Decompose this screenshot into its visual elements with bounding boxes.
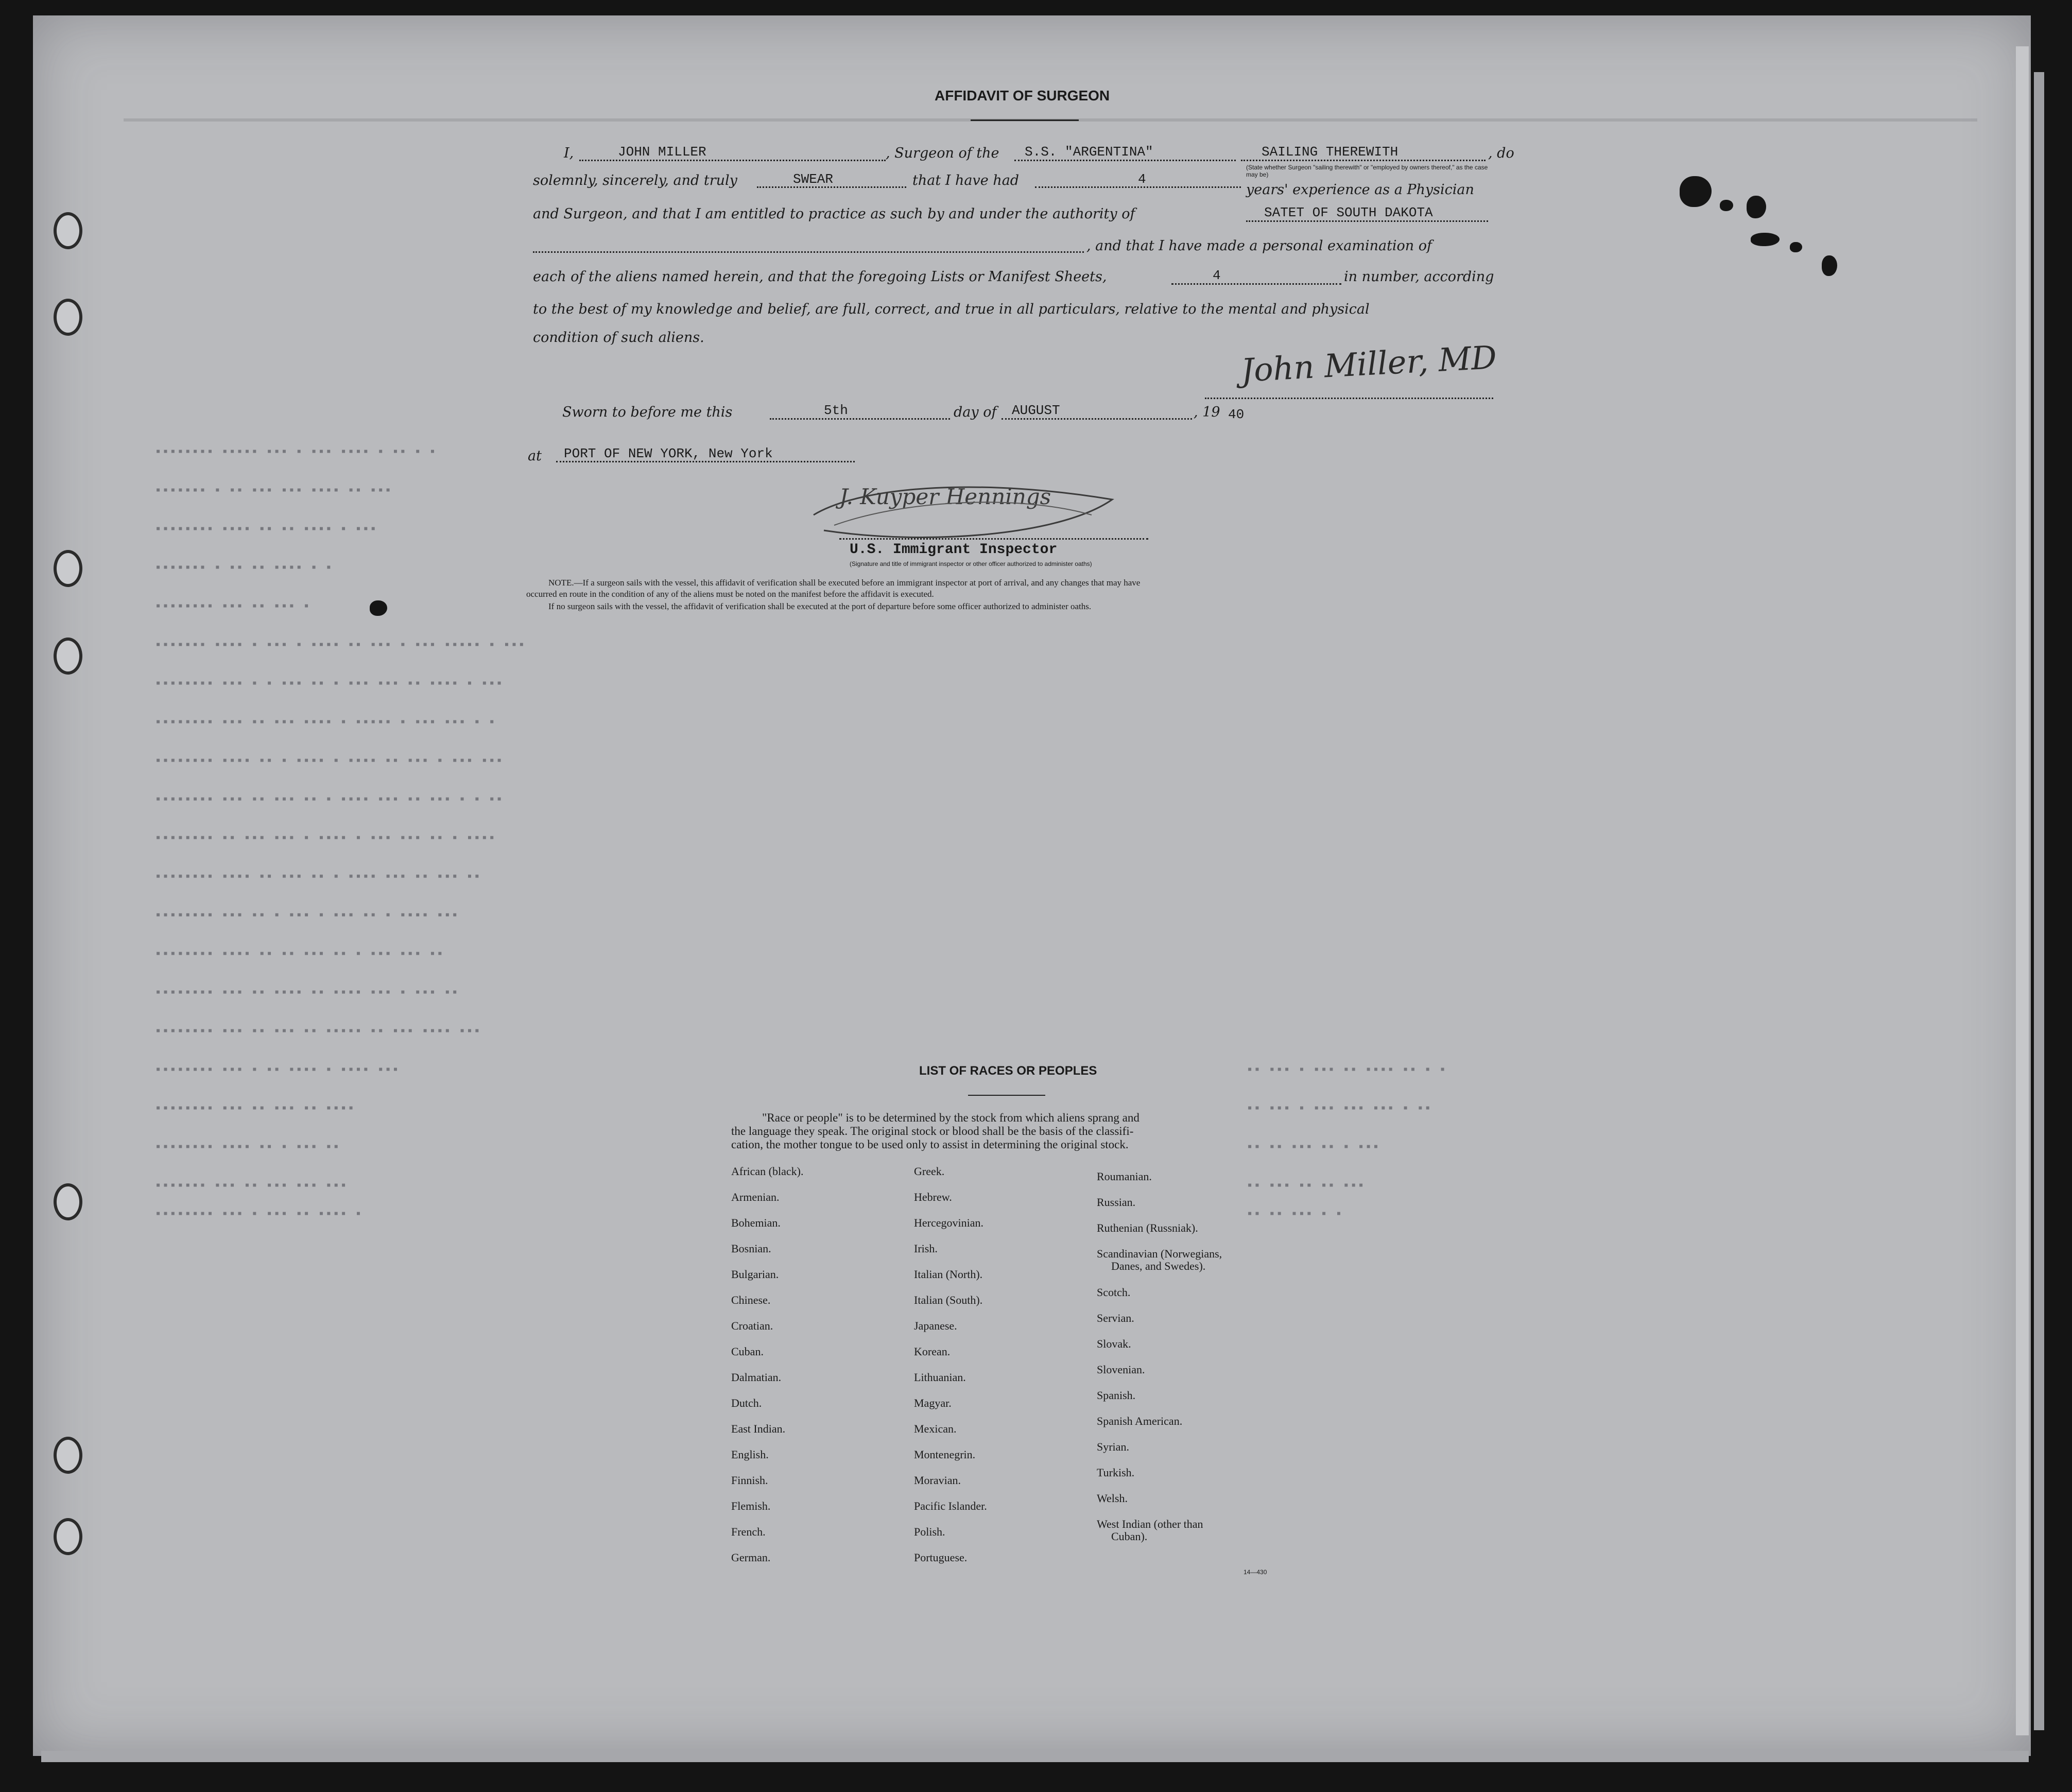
race-item: Flemish. bbox=[731, 1500, 771, 1512]
day-of-text: day of bbox=[954, 404, 997, 420]
do-label: , do bbox=[1488, 145, 1514, 161]
race-item: Danes, and Swedes). bbox=[1111, 1260, 1206, 1272]
race-item: Chinese. bbox=[731, 1294, 771, 1306]
races-intro-line-3: cation, the mother tongue to be used only to assist in determining the original stock. bbox=[731, 1138, 1129, 1151]
race-item: African (black). bbox=[731, 1165, 804, 1178]
manifest-sheets-text: each of the aliens named herein, and that the foregoing Lists or Manifest Sheets, bbox=[533, 269, 1107, 285]
authority-value: SATET OF SOUTH DAKOTA bbox=[1264, 205, 1433, 220]
sworn-day-line bbox=[770, 418, 950, 420]
race-item: Cuban. bbox=[731, 1345, 764, 1358]
race-item: Lithuanian. bbox=[914, 1371, 966, 1384]
note-line-3: If no surgeon sails with the vessel, the affidavit of verification shall be executed at the port of departure before some officer authorized to administer oaths. bbox=[548, 601, 1092, 611]
race-item: Spanish. bbox=[1097, 1389, 1136, 1402]
race-item: Portuguese. bbox=[914, 1551, 968, 1564]
sworn-month-line bbox=[1002, 418, 1192, 420]
oath-word: SWEAR bbox=[793, 171, 834, 187]
race-item: Bohemian. bbox=[731, 1216, 781, 1229]
race-item: Mexican. bbox=[914, 1422, 957, 1435]
belief-text: to the best of my knowledge and belief, are full, correct, and true in all particulars, relative to the mental and physical bbox=[533, 301, 1370, 317]
binder-hole bbox=[54, 1183, 82, 1220]
sheets-count-line bbox=[1171, 283, 1341, 285]
races-intro-line-2: the language they speak. The original stock or blood shall be the basis of the classifi- bbox=[731, 1125, 1134, 1138]
race-item: Italian (North). bbox=[914, 1268, 983, 1281]
sworn-day: 5th bbox=[824, 403, 848, 418]
oath-line-text-a: solemnly, sincerely, and truly bbox=[533, 173, 737, 188]
binder-hole bbox=[54, 212, 82, 249]
title-rule bbox=[971, 119, 1079, 121]
page-stack-bottom bbox=[41, 1751, 2029, 1762]
examination-text: , and that I have made a personal examination of bbox=[1086, 238, 1432, 254]
race-item: Hercegovinian. bbox=[914, 1216, 983, 1229]
in-number-text: in number, according bbox=[1344, 269, 1494, 285]
race-item: Cuban). bbox=[1111, 1530, 1148, 1543]
race-item: Russian. bbox=[1097, 1196, 1136, 1209]
binder-hole bbox=[54, 1518, 82, 1555]
sworn-year: 40 bbox=[1228, 407, 1245, 422]
race-item: Bosnian. bbox=[731, 1242, 771, 1255]
binder-hole bbox=[54, 550, 82, 587]
note-line-2: occurred en route in the condition of any of the aliens must be noted on the manifest before the affidavit is executed. bbox=[526, 589, 934, 599]
inspector-title: U.S. Immigrant Inspector bbox=[850, 542, 1058, 558]
race-item: French. bbox=[731, 1525, 766, 1538]
binder-hole bbox=[54, 637, 82, 675]
race-item: Finnish. bbox=[731, 1474, 768, 1487]
port-value: PORT OF NEW YORK, New York bbox=[564, 446, 773, 461]
race-item: English. bbox=[731, 1448, 769, 1461]
oath-line-text-b: that I have had bbox=[912, 173, 1020, 188]
authority-text: and Surgeon, and that I am entitled to practice as such by and under the authority of bbox=[533, 206, 1135, 222]
race-item: Italian (South). bbox=[914, 1294, 983, 1306]
inspector-line bbox=[839, 538, 1148, 540]
signature-line bbox=[1205, 398, 1493, 399]
note-line-1: NOTE.—If a surgeon sails with the vessel, this affidavit of verification shall be executed before an immigrant inspector at port of arrival, and any changes that may have bbox=[548, 578, 1141, 588]
sheets-count: 4 bbox=[1213, 268, 1221, 283]
race-item: Ruthenian (Russniak). bbox=[1097, 1221, 1198, 1234]
race-item: Irish. bbox=[914, 1242, 938, 1255]
races-list-title: LIST OF RACES OR PEOPLES bbox=[919, 1064, 1097, 1078]
race-item: East Indian. bbox=[731, 1422, 786, 1435]
authority-continuation-line bbox=[533, 251, 1084, 253]
vessel-line bbox=[1014, 160, 1236, 161]
sworn-month: AUGUST bbox=[1012, 403, 1060, 418]
race-item: Scotch. bbox=[1097, 1286, 1131, 1299]
surgeon-of-label: , Surgeon of the bbox=[886, 145, 999, 161]
authority-line bbox=[1246, 220, 1488, 222]
race-item: Spanish American. bbox=[1097, 1415, 1183, 1427]
condition-text: condition of such aliens. bbox=[533, 330, 704, 346]
sailing-status-note: (State whether Surgeon "sailing therewith" or "employed by owners thereof," as the case may be) bbox=[1246, 164, 1488, 178]
at-label: at bbox=[528, 448, 542, 464]
race-item: Magyar. bbox=[914, 1397, 952, 1409]
sailing-status: SAILING THEREWITH bbox=[1262, 144, 1398, 160]
race-item: Dalmatian. bbox=[731, 1371, 782, 1384]
race-item: Polish. bbox=[914, 1525, 945, 1538]
years-value: 4 bbox=[1138, 171, 1146, 187]
race-item: Croatian. bbox=[731, 1319, 773, 1332]
race-item: Slovenian. bbox=[1097, 1363, 1145, 1376]
race-item: Roumanian. bbox=[1097, 1170, 1152, 1183]
race-item: Greek. bbox=[914, 1165, 945, 1178]
binder-hole bbox=[54, 299, 82, 336]
race-item: West Indian (other than bbox=[1097, 1518, 1203, 1530]
vessel-name: S.S. "ARGENTINA" bbox=[1025, 144, 1153, 160]
race-item: German. bbox=[731, 1551, 771, 1564]
race-item: Servian. bbox=[1097, 1312, 1134, 1324]
race-item: Syrian. bbox=[1097, 1440, 1129, 1453]
race-item: Japanese. bbox=[914, 1319, 957, 1332]
race-item: Moravian. bbox=[914, 1474, 961, 1487]
sworn-text: Sworn to before me this bbox=[562, 404, 733, 420]
page-stack-edge-dark bbox=[2034, 72, 2044, 1730]
race-item: Korean. bbox=[914, 1345, 951, 1358]
race-item: Turkish. bbox=[1097, 1466, 1135, 1479]
race-item: Hebrew. bbox=[914, 1191, 952, 1203]
race-item: Scandinavian (Norwegians, bbox=[1097, 1247, 1222, 1260]
race-item: Montenegrin. bbox=[914, 1448, 976, 1461]
race-item: Dutch. bbox=[731, 1397, 762, 1409]
affidavit-title: AFFIDAVIT OF SURGEON bbox=[935, 88, 1110, 104]
inspector-caption: (Signature and title of immigrant inspector or other officer authorized to administer oaths) bbox=[850, 560, 1092, 567]
experience-text: years' experience as a Physician bbox=[1246, 182, 1474, 198]
surgeon-name-line bbox=[579, 160, 886, 161]
i-label: I, bbox=[564, 145, 574, 161]
page-stack-edge bbox=[2016, 46, 2029, 1735]
sailing-status-line bbox=[1241, 160, 1486, 161]
race-item: Armenian. bbox=[731, 1191, 780, 1203]
inspector-signature: J. Kuyper Hennings bbox=[839, 484, 1051, 509]
race-item: Bulgarian. bbox=[731, 1268, 779, 1281]
race-item: Welsh. bbox=[1097, 1492, 1128, 1505]
binder-hole bbox=[54, 1437, 82, 1474]
races-title-rule bbox=[968, 1095, 1045, 1096]
form-number: 14—430 bbox=[1244, 1569, 1267, 1576]
inspector-stamp-scribble bbox=[803, 479, 1133, 551]
surgeon-name: JOHN MILLER bbox=[618, 144, 706, 160]
races-intro-line-1: "Race or people" is to be determined by the stock from which aliens sprang and bbox=[762, 1111, 1139, 1124]
surgeon-signature: John Miller, MD bbox=[1240, 338, 1498, 389]
race-item: Slovak. bbox=[1097, 1337, 1131, 1350]
race-item: Pacific Islander. bbox=[914, 1500, 987, 1512]
year-prefix: , 19 bbox=[1194, 404, 1220, 420]
